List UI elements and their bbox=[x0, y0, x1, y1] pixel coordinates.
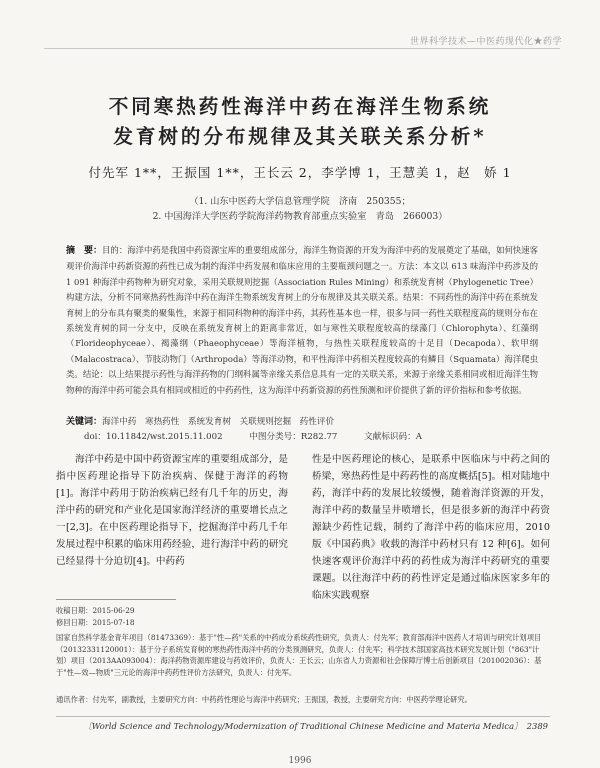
running-head: 世界科学技术—中医药现代化★药学 bbox=[409, 37, 562, 47]
abstract-label: 摘 要： bbox=[66, 246, 103, 256]
keywords-label: 关键词： bbox=[66, 417, 103, 427]
footnote-rule bbox=[56, 599, 176, 600]
affiliation-2: 2. 中国海洋大学医药学院海洋药物教育部重点实验室 青岛 266003） bbox=[152, 211, 448, 222]
title-line-2: 发育树的分布规律及其关联关系分析* bbox=[113, 125, 487, 148]
footer-rule bbox=[56, 716, 550, 717]
fund-footnote: 国家自然科学基金青年项目（81473369）：基于"性—药"关系的中药成分系统药性研究，负责人：付先军；教育部海洋中医药人才培训与研究计划项目（20132331120001）：基于分子系统发育树的寒热药性海洋中药的分类预测研究，负责人：付先军；科学技术部国家高技术研究发展计划（"863"计划）项目（2013AA093004）：海洋药物资源库建设与药效评价，负责人：王长云；山东省人力资源和社会保障厅博士后创新项目（201002036）：基于"性—效—物质"三元论的海洋中药药性评价方法研究，负责人：付先军。 bbox=[56, 633, 542, 677]
authors: 付先军 1**，王振国 1**，王长云 2，李学博 1，王慧美 1，赵 娇 1 bbox=[88, 165, 512, 180]
keywords-text: 海洋中药 寒热药性 系统发育树 关联规则挖掘 药性评价 bbox=[102, 417, 335, 427]
received-date: 收稿日期：2015-06-29 bbox=[56, 606, 135, 615]
abstract bbox=[66, 243, 538, 398]
correspondence-footnote: 通讯作者：付先军，副教授，主要研究方向：中药药性理论与海洋中药研究；王振国，教授，主要研究方向：中医药学理论研究。 bbox=[56, 695, 472, 704]
clc-number: 中图分类号：R282.77 bbox=[249, 432, 338, 442]
body-column-right: 性是中医药理论的核心，是联系中医临床与中药之间的桥梁，寒热药性是中药药性的高度概括[5]。相对陆地中药，海洋中药的发展比较缓慢，随着海洋资源的开发，海洋中药的数量呈井喷增长，但是很多新的海洋中药资源缺少药性记载，制约了海洋中药的临床应用，2010 版《中国药典》收载的海洋中药材只有 12 种[6]。如何快速客观评价海洋中药的药性成为海洋中药研究的重要课题。以往海洋中药的药性评定是通过临床医家多年的临床实践观察 bbox=[312, 454, 550, 601]
body-column-left: 海洋中药是中国中药资源宝库的重要组成部分，是指中医药理论指导下防治疾病、保健于海洋的药物[1]。海洋中药用于防治疾病已经有几千年的历史，海洋中药的研究和产业化是国家海洋经济的重要增长点之一[2,3]。在中医药理论指导下，挖掘海洋中药几千年发展过程中积累的临床用药经验，进行海洋中药的研究已经显得十分迫切[4]。中药药 bbox=[56, 454, 288, 567]
header-rule bbox=[44, 48, 560, 49]
page-number: 1996 bbox=[288, 756, 312, 766]
keywords bbox=[66, 414, 538, 427]
title-line-1: 不同寒热药性海洋中药在海洋生物系统 bbox=[108, 95, 492, 118]
revised-date: 修回日期：2015-07-18 bbox=[56, 618, 135, 627]
article-identifiers bbox=[84, 430, 444, 442]
doi: doi：10.11842/wst.2015.11.002 bbox=[84, 432, 223, 442]
journal-line: 〔World Science and Technology/Modernization of Traditional Chinese Medicine and Materia Medica〕 2389 bbox=[83, 721, 548, 731]
document-code: 文献标识码：A bbox=[364, 432, 422, 442]
affiliation-1: （1. 山东中医药大学信息管理学院 济南 250355； bbox=[189, 196, 411, 207]
abstract-text: 目的：海洋中药是我国中药资源宝库的重要组成部分，海洋生物资源的开发为海洋中药的发展奠定了基础，如何快速客观评价海洋中药新资源的药性已成为制约海洋中药发展和临床应用的主要瓶颈问题之一。方法：本文以 613 味海洋中药涉及的 1 091 种海洋中药物种为研究对象，采用关联规则挖掘（Association Rules Mining）和系统发育树（Phylogenetic Tree）构建方法，分析不同寒热药性海洋中药在海洋生物系统发育树上的分布规律及其关联关系。结果：不同药性的海洋中药在系统发育树上的分布具有聚类的聚集性，来源于相同科物种的海洋中药，其药性基本也一样，很多与同一药性关联程度高的规则分布在系统发育树的同一分支中，反映在系统发育树上的距离非常近，如与寒性关联程度较高的绿藻门（Chlorophyta）、红藻纲（Florideophyceae）、褐藻纲（Phaeophyceae）等海洋植物，与热性关联程度较高的十足目（Decapoda）、软甲纲（Malacostraca）、节肢动物门（Arthropoda）等海洋动物，和平性海洋中药相关程度较高的有鳞目（Squamata）海洋爬虫类。结论：以上结果提示药性与海洋药物的门纲科属等亲缘关系信息具有一定的关联关系，来源于亲缘关系相同或相近海洋生物物种的海洋中药可能会具有相同或相近的中药药性，这为海洋中药新资源的药性预测和评价提供了新的评价指标和参考依据。 bbox=[66, 245, 538, 395]
